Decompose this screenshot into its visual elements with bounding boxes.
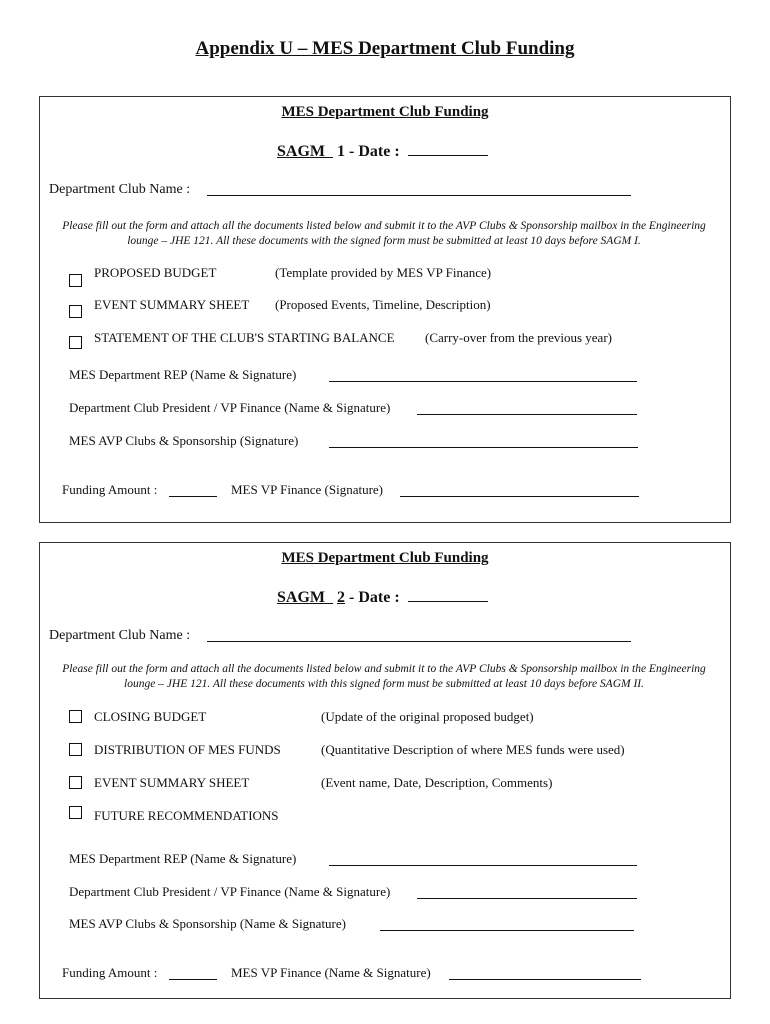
vp-finance-signature-field[interactable]: [400, 496, 639, 497]
checklist-detail: (Proposed Events, Timeline, Description): [275, 297, 491, 312]
checklist-detail: (Event name, Date, Description, Comments): [321, 775, 553, 790]
checklist-item: EVENT SUMMARY SHEET: [94, 297, 250, 312]
signature-label: Department Club President / VP Finance (Name & Signature): [69, 400, 391, 415]
club-name-label: Department Club Name :: [49, 182, 191, 197]
vp-finance-signature-field[interactable]: [449, 979, 641, 980]
sagm-number: 2: [337, 589, 345, 606]
instructions: Please fill out the form and attach all the documents listed below and submit it to the AVP Clubs & Sponsorship mailbox in the Engineering lounge – JHE 121. All these documents with this signed form must be submitted at least 10 days before SAGM II.: [62, 663, 706, 690]
date-field[interactable]: [408, 154, 488, 156]
signature-field[interactable]: [329, 381, 637, 382]
instructions: Please fill out the form and attach all the documents listed below and submit it to the AVP Clubs & Sponsorship mailbox in the Engineering lounge – JHE 121. All these documents with the signed form must be submitted at least 10 days before SAGM I.: [62, 220, 706, 247]
checklist-item: CLOSING BUDGET: [94, 709, 207, 724]
signature-field[interactable]: [329, 865, 637, 866]
checklist-detail: (Quantitative Description of where MES funds were used): [321, 742, 625, 757]
checklist-item: STATEMENT OF THE CLUB'S STARTING BALANCE: [94, 330, 395, 345]
sagm-date-row: [277, 589, 488, 607]
checklist-item: DISTRIBUTION OF MES FUNDS: [94, 742, 281, 757]
checklist-item: PROPOSED BUDGET: [94, 265, 217, 280]
checkbox-starting-balance[interactable]: [69, 336, 82, 349]
signature-field[interactable]: [417, 898, 637, 899]
checklist-detail: (Template provided by MES VP Finance): [275, 265, 492, 280]
checkbox-future-recommendations[interactable]: [69, 806, 82, 819]
checklist-item: EVENT SUMMARY SHEET: [94, 775, 250, 790]
signature-label: MES Department REP (Name & Signature): [69, 851, 297, 866]
sagm-label: SAGM: [277, 589, 325, 606]
sagm-number: 1: [337, 143, 345, 160]
checkbox-distribution-funds[interactable]: [69, 743, 82, 756]
signature-label: MES Department REP (Name & Signature): [69, 367, 297, 382]
funding-amount-field[interactable]: [169, 496, 217, 497]
checkbox-event-summary[interactable]: [69, 305, 82, 318]
date-label: - Date :: [349, 143, 400, 160]
vp-finance-label: MES VP Finance (Name & Signature): [231, 965, 431, 980]
signature-label: Department Club President / VP Finance (Name & Signature): [69, 884, 391, 899]
date-label: - Date :: [349, 589, 400, 606]
form-sagm-1: [39, 96, 731, 523]
checkbox-closing-budget[interactable]: [69, 710, 82, 723]
club-name-field[interactable]: [207, 195, 631, 196]
funding-amount-label: Funding Amount :: [62, 965, 158, 980]
funding-amount-label: Funding Amount :: [62, 482, 158, 497]
signature-field[interactable]: [417, 414, 637, 415]
club-name-field[interactable]: [207, 641, 631, 642]
signature-label: MES AVP Clubs & Sponsorship (Name & Signature): [69, 916, 346, 931]
date-field[interactable]: [408, 600, 488, 602]
form-heading: MES Department Club Funding: [281, 104, 489, 120]
vp-finance-label: MES VP Finance (Signature): [231, 482, 384, 497]
checkbox-event-summary[interactable]: [69, 776, 82, 789]
signature-field[interactable]: [329, 447, 638, 448]
form-heading: MES Department Club Funding: [281, 550, 489, 566]
signature-label: MES AVP Clubs & Sponsorship (Signature): [69, 433, 299, 448]
form-sagm-2: [39, 542, 731, 999]
checklist-detail: (Carry-over from the previous year): [425, 330, 612, 345]
signature-field[interactable]: [380, 930, 634, 931]
checklist-item: FUTURE RECOMMENDATIONS: [94, 808, 279, 823]
club-name-label: Department Club Name :: [49, 628, 191, 643]
checklist-detail: (Update of the original proposed budget): [321, 709, 534, 724]
funding-amount-field[interactable]: [169, 979, 217, 980]
sagm-date-row: [277, 143, 488, 161]
page-title: Appendix U – MES Department Club Funding: [195, 38, 575, 59]
sagm-label: SAGM: [277, 143, 325, 160]
checkbox-proposed-budget[interactable]: [69, 274, 82, 287]
